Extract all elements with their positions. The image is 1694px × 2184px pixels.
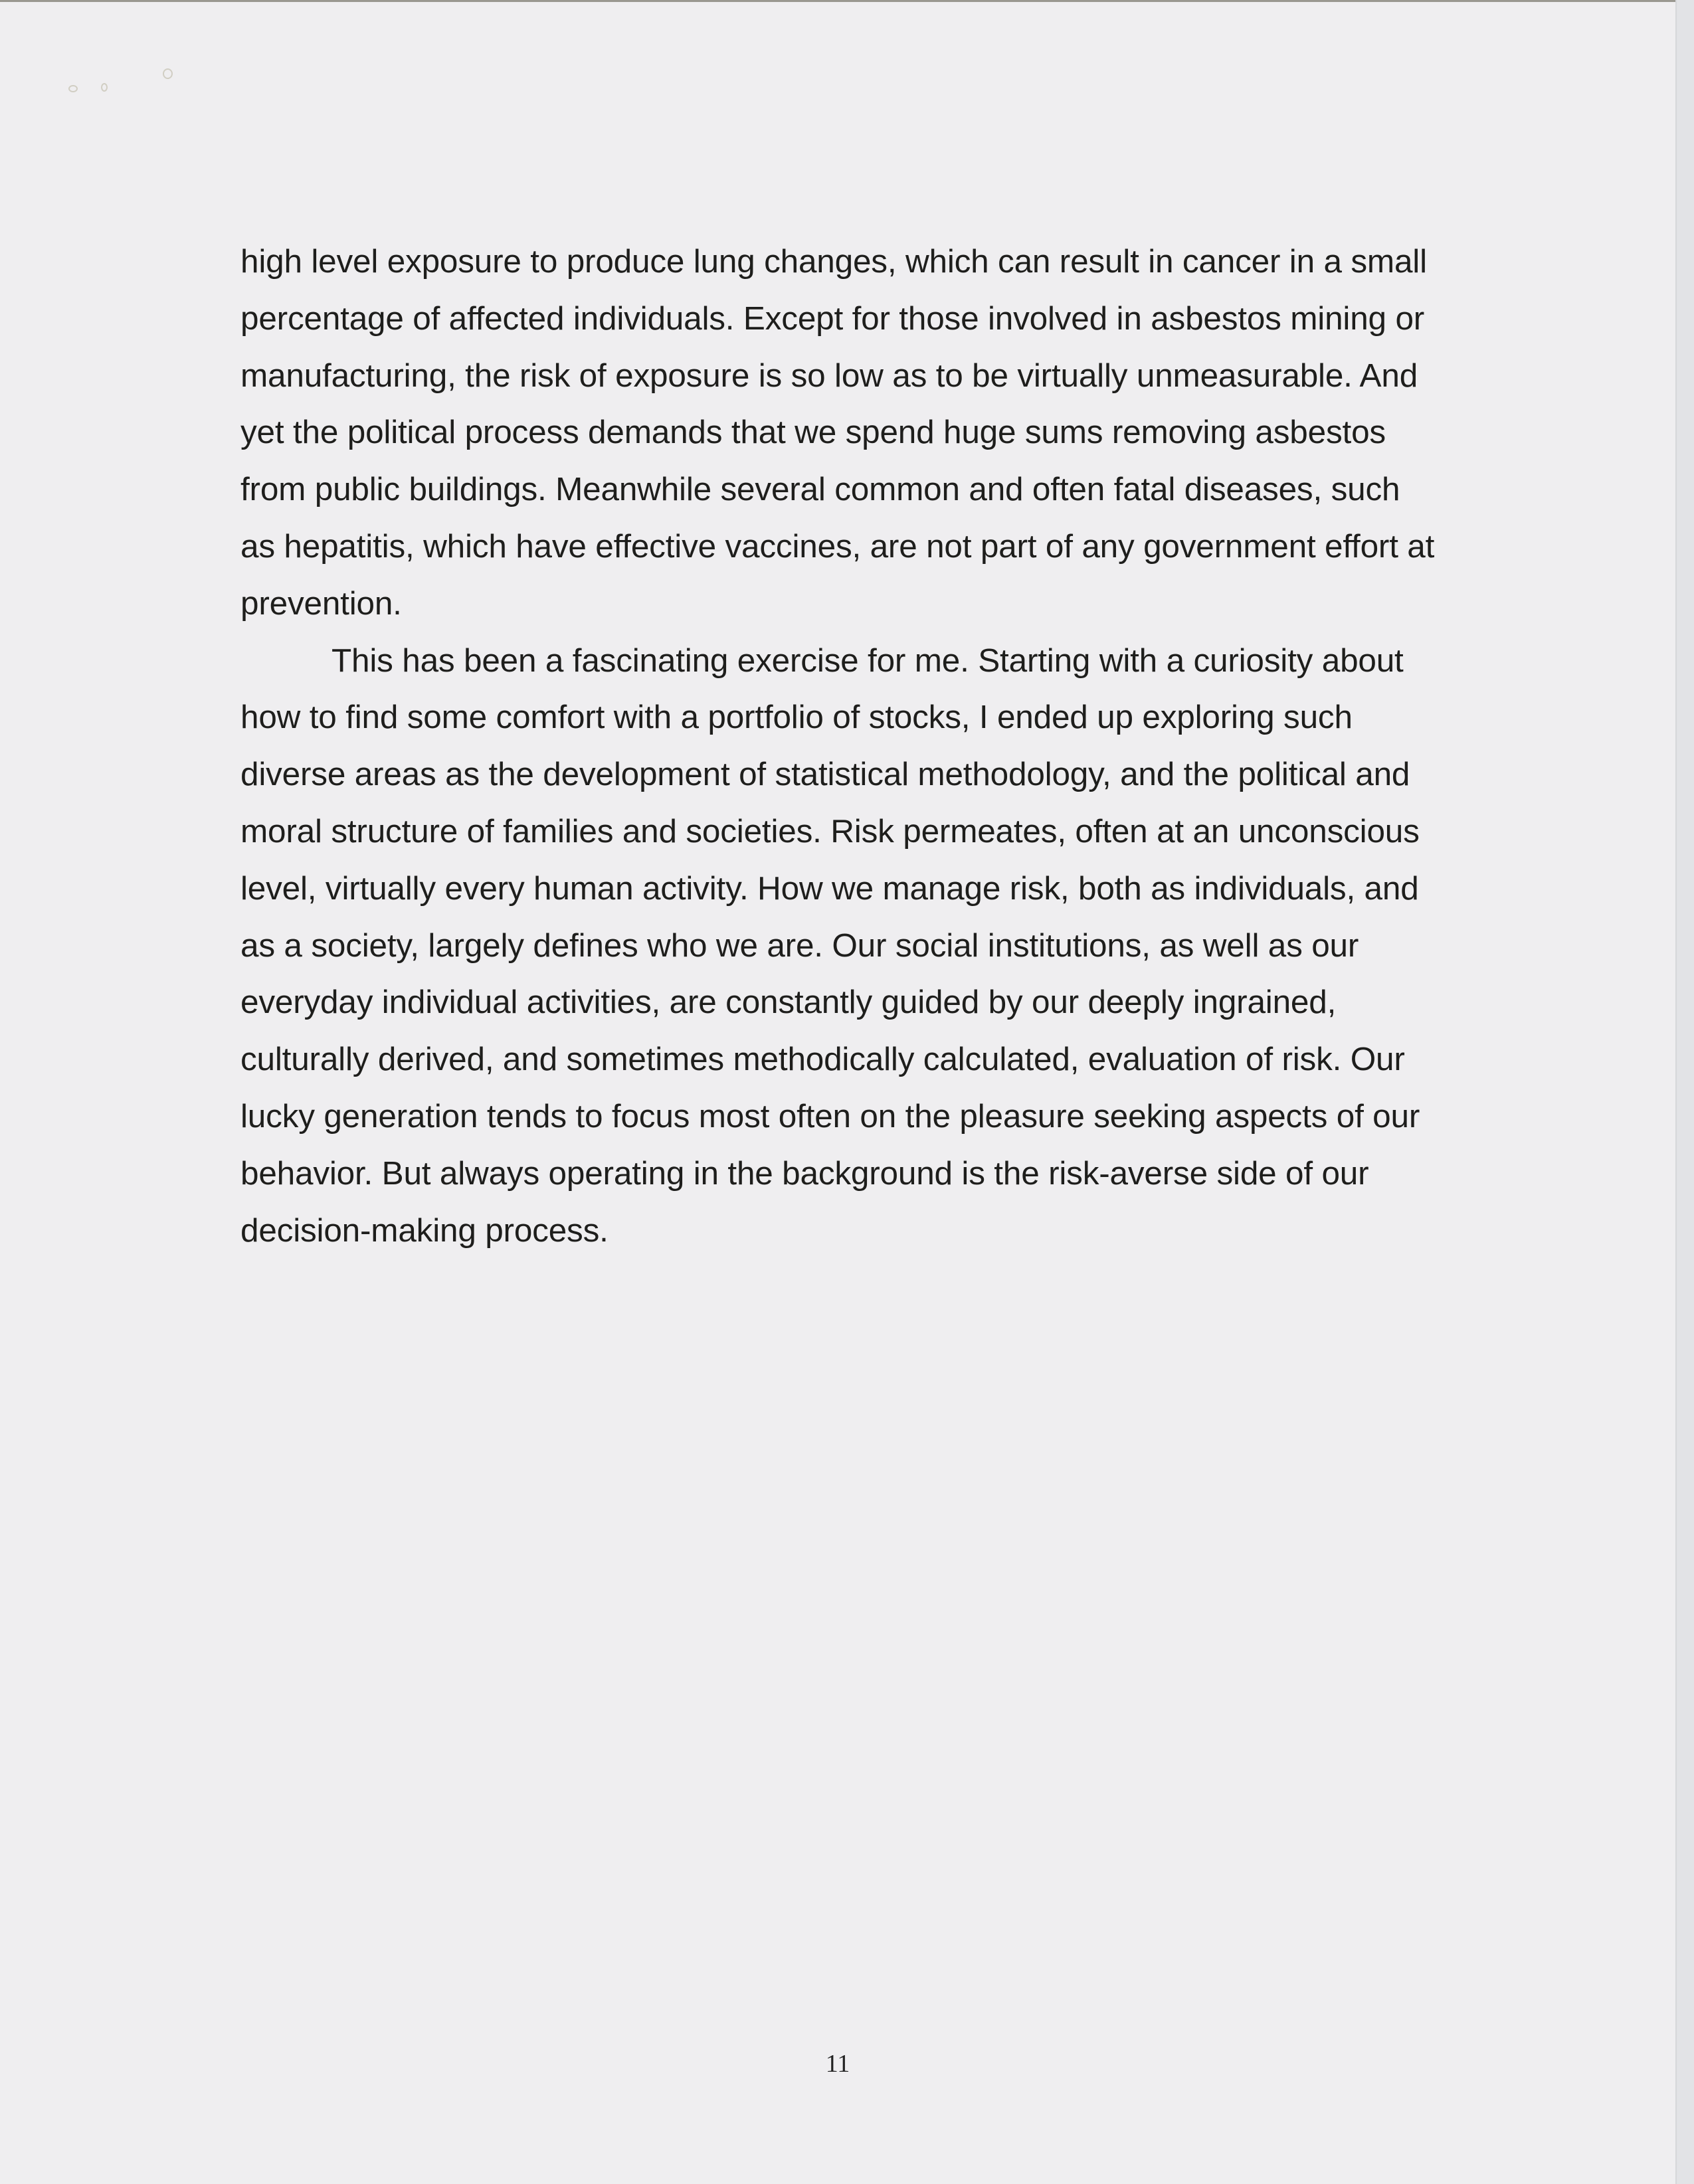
text-line: yet the political process demands that we spend huge sums removing asbestos (240, 414, 1386, 451)
scan-speck (163, 68, 173, 79)
text-line: as hepatitis, which have effective vaccines, are not part of any government effort at (240, 527, 1435, 565)
text-line: manufacturing, the risk of exposure is so low as to be virtually unmeasurable. And (240, 357, 1418, 394)
text-line: everyday individual activities, are constantly guided by our deeply ingrained, (240, 984, 1337, 1021)
text-line: culturally derived, and sometimes methodically calculated, evaluation of risk. Our (240, 1041, 1405, 1078)
text-line-indented: This has been a fascinating exercise for me. Starting with a curiosity about (331, 642, 1404, 679)
text-line: diverse areas as the development of statistical methodology, and the political and (240, 756, 1410, 793)
scanner-edge (1675, 0, 1694, 2184)
text-line: as a society, largely defines who we are. Our social institutions, as well as our (240, 927, 1359, 964)
body-text (240, 233, 1503, 1259)
paragraph-2 (240, 632, 1503, 1259)
text-line: level, virtually every human activity. How we manage risk, both as individuals, and (240, 869, 1419, 907)
text-line: prevention. (240, 585, 402, 622)
scan-artifacts (63, 58, 183, 98)
text-line: from public buildings. Meanwhile several common and often fatal diseases, such (240, 471, 1400, 508)
text-line: lucky generation tends to focus most often on the pleasure seeking aspects of our (240, 1097, 1420, 1135)
text-line: how to find some comfort with a portfolio of stocks, I ended up exploring such (240, 699, 1353, 736)
text-line: decision-making process. (240, 1212, 609, 1249)
text-line: moral structure of families and societies. Risk permeates, often at an unconscious (240, 812, 1420, 850)
page-number-text: 11 (825, 2050, 850, 2078)
text-line: behavior. But always operating in the background is the risk-averse side of our (240, 1154, 1369, 1192)
paragraph-1 (240, 233, 1503, 632)
text-line: high level exposure to produce lung changes, which can result in cancer in a small (240, 243, 1427, 280)
scan-speck (68, 85, 78, 92)
scan-speck (101, 83, 108, 92)
page-number (0, 2049, 1675, 2078)
text-line: percentage of affected individuals. Except for those involved in asbestos mining or (240, 300, 1425, 337)
